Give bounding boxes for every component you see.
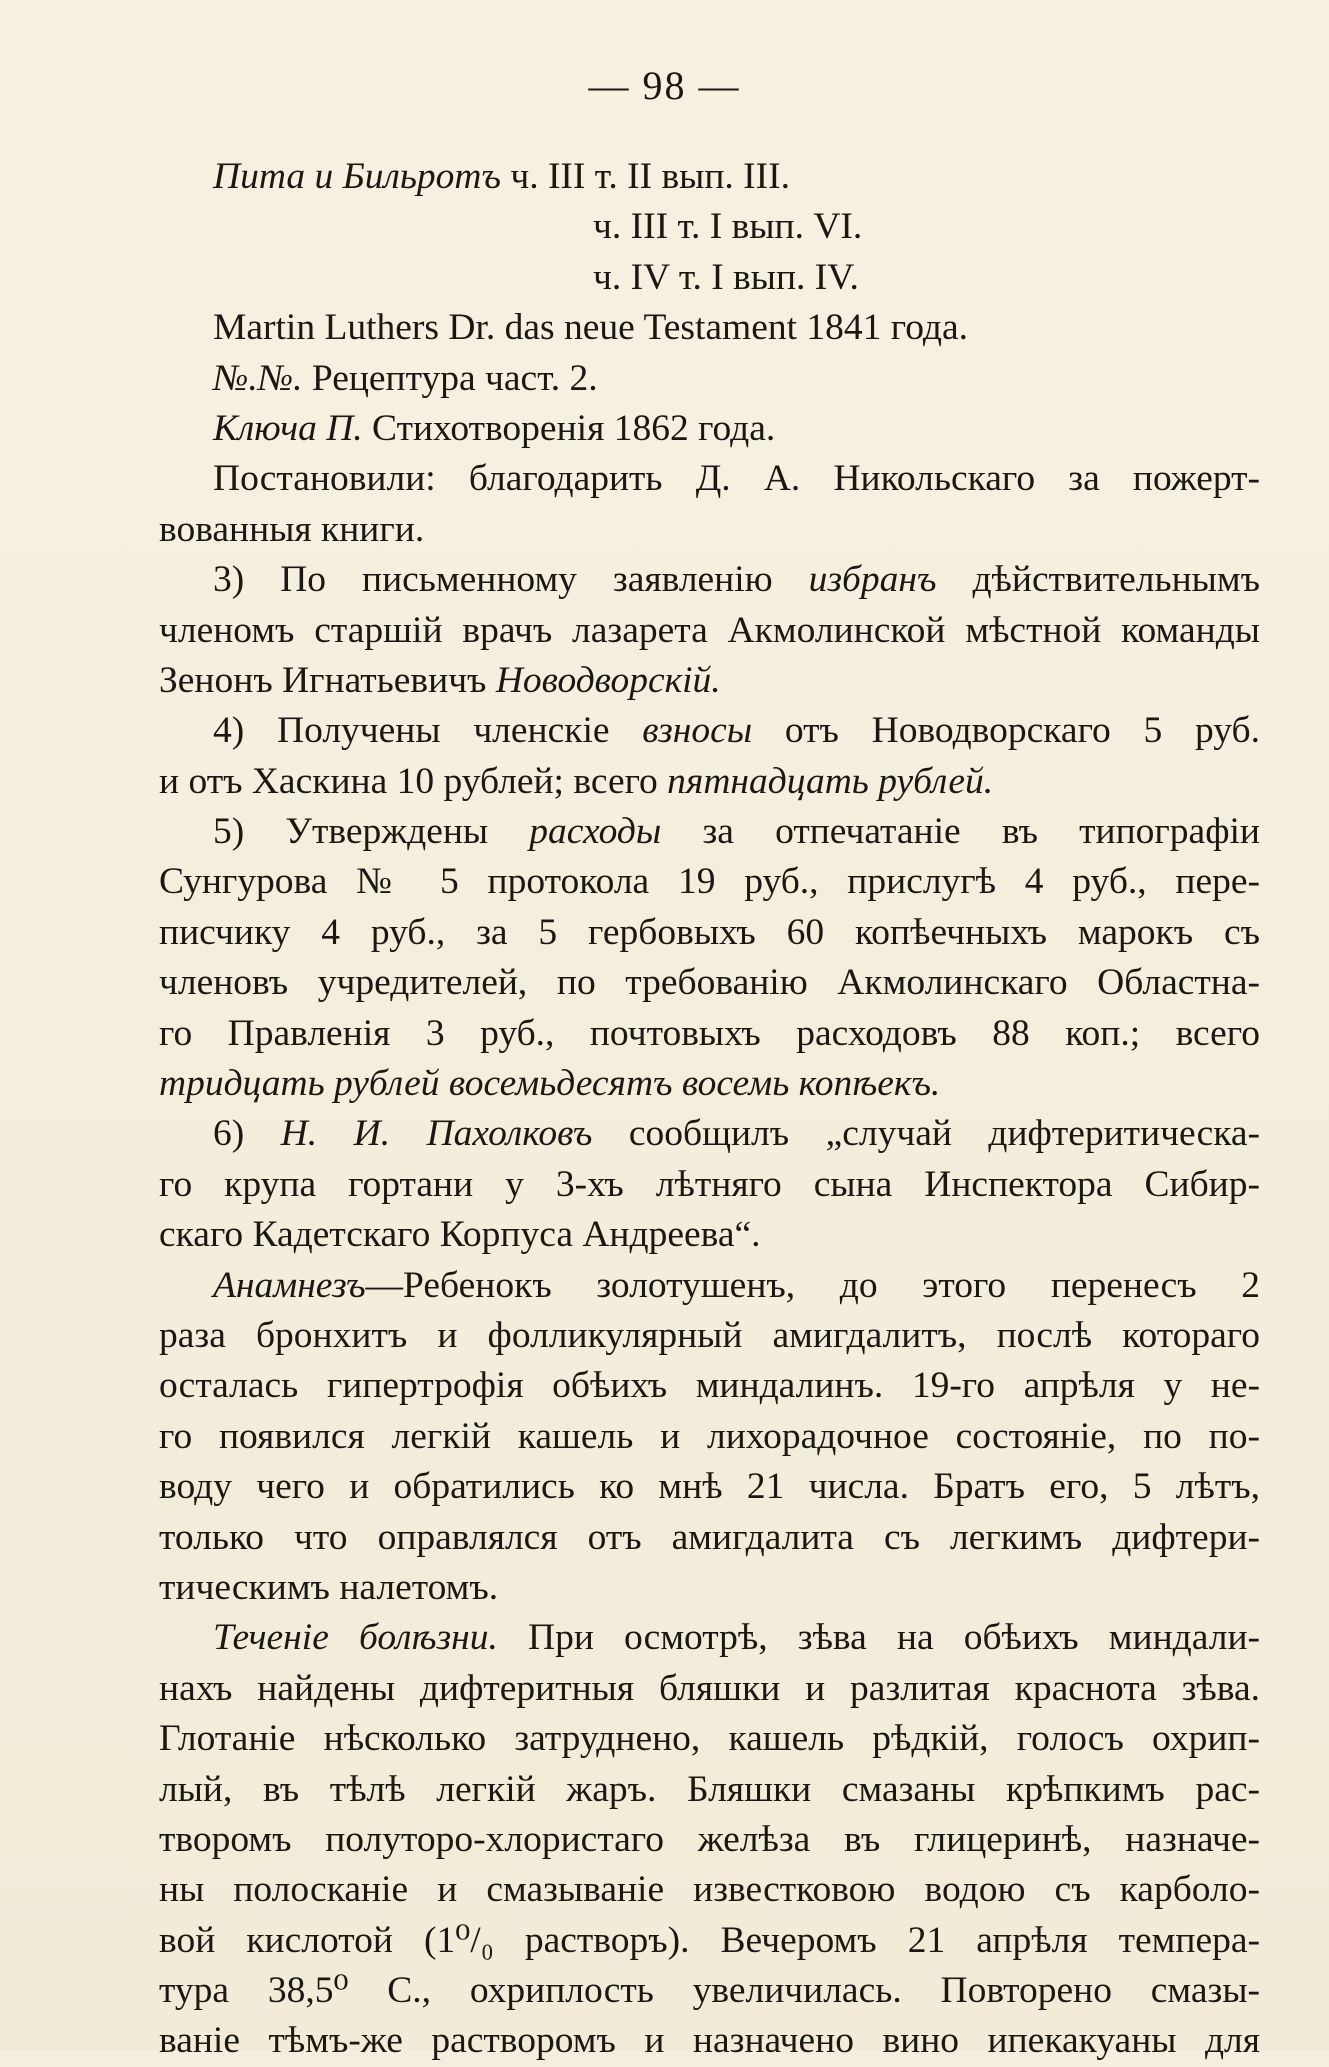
line-text: членомъ старшій врачъ лазарета Акмолинской мѣстной команды	[159, 609, 1260, 651]
line-text: воду чего и обратились ко мнѣ 21 числа. Братъ его, 5 лѣтъ,	[159, 1466, 1260, 1508]
line-text: Постановили: благодарить Д. А. Никольскаго за пожерт-	[213, 458, 1260, 500]
line-italic: избранъ	[808, 559, 937, 601]
text-line	[159, 1462, 1260, 1512]
line-text: сообщилъ „случай дифтеритическа-	[592, 1113, 1261, 1155]
line-text: 6)	[213, 1113, 281, 1155]
line-text: го крупа гортани у 3-хъ лѣтняго сына Инспектора Сибир-	[159, 1163, 1260, 1205]
text-line	[159, 2016, 1260, 2066]
line-text: осталась гипертрофія обѣихъ миндалинъ. 19-го апрѣля у не-	[159, 1365, 1260, 1407]
line-text: ны полосканіе и смазываніе известковою водою съ карболо-	[159, 1869, 1260, 1911]
line-italic: пятнадцать рублей.	[667, 760, 994, 802]
text-line	[159, 1412, 1260, 1462]
line-text: Зенонъ Игнатьевичъ	[159, 659, 496, 701]
text-line	[159, 1311, 1260, 1361]
text-line	[213, 1613, 1260, 1663]
book-title: Martin Luthers Dr. das neue Testament 1841 года.	[213, 307, 968, 349]
line-text: творомъ полуторо-хлористаго желѣза въ глицеринѣ, назначе-	[159, 1818, 1260, 1860]
book-ref: ч. III т. II вып. III.	[500, 156, 791, 197]
line-text: отъ Новодворскаго 5 руб.	[752, 710, 1260, 752]
page-number: — 98 —	[588, 63, 741, 108]
text-line	[159, 1664, 1260, 1714]
line-text: го появился легкій кашель и лихорадочное состояніе, по по-	[159, 1415, 1260, 1457]
text-line	[159, 1916, 1260, 1966]
line-italic: Теченіе болѣзни.	[213, 1617, 498, 1659]
line-text: лый, въ тѣлѣ легкій жаръ. Бляшки смазаны крѣпкимъ рас-	[159, 1768, 1260, 1810]
line-text: вой кислотой (1⁰/₀ растворъ). Вечеромъ 21 апрѣля темпера-	[159, 1919, 1260, 1961]
line-text: При осмотрѣ, зѣва на обѣихъ миндали-	[497, 1617, 1260, 1659]
line-text: —Ребенокъ золотушенъ, до этого перенесъ 2	[365, 1264, 1260, 1306]
line-text: и отъ Хаскина 10 рублей; всего	[159, 760, 668, 802]
line-text: скаго Кадетскаго Корпуса Андреева“.	[159, 1214, 761, 1256]
text-line	[159, 958, 1260, 1008]
book-title: Стихотворенія 1862 года.	[362, 407, 776, 449]
text-line	[213, 807, 1260, 857]
text-line	[213, 706, 1260, 756]
text-line	[159, 505, 1260, 555]
text-line	[159, 606, 1260, 656]
line-text: тическимъ налетомъ.	[159, 1566, 499, 1608]
text-line	[159, 1765, 1260, 1815]
book-line	[213, 202, 1260, 252]
book-ref: ч. IV т. I вып. IV.	[593, 256, 859, 298]
line-text: дѣйствительнымъ	[936, 559, 1260, 601]
line-text: писчику 4 руб., за 5 гербовыхъ 60 копѣечныхъ марокъ съ	[159, 911, 1260, 953]
text-line	[159, 908, 1260, 958]
text-line	[159, 1966, 1260, 2016]
text-line	[159, 857, 1260, 907]
line-italic: расходы	[529, 811, 662, 853]
book-title: Рецептура част. 2.	[302, 357, 598, 399]
book-author: Ключа П.	[213, 407, 363, 449]
text-line	[159, 1563, 1260, 1613]
line-text: 5) Утверждены	[213, 811, 530, 853]
book-line	[213, 253, 1260, 303]
line-italic: Н. И. Пахолковъ	[280, 1113, 593, 1155]
line-text: тура 38,5⁰ С., охриплость увеличилась. Повторено смазы-	[159, 1970, 1260, 2012]
body-text	[159, 152, 1261, 2067]
line-text: го Правленія 3 руб., почтовыхъ расходовъ 88 коп.; всего	[159, 1012, 1260, 1054]
line-italic: тридцать рублей восемьдесятъ восемь копѣекъ.	[159, 1063, 941, 1105]
text-line	[159, 1714, 1260, 1764]
line-italic: взносы	[642, 710, 753, 752]
book-author: Пита и Бильротъ	[213, 156, 501, 197]
text-line	[159, 1059, 1260, 1109]
line-text: членовъ учредителей, по требованію Акмолинскаго Областна-	[159, 962, 1260, 1004]
line-text: за отпечатаніе въ типографіи	[661, 811, 1260, 853]
book-author: №.№.	[213, 357, 303, 399]
text-line	[213, 1109, 1260, 1159]
text-line	[159, 1865, 1260, 1915]
line-text: ваніе тѣмъ-же растворомъ и назначено вино ипекакуаны для	[159, 2020, 1260, 2062]
text-line	[213, 454, 1260, 504]
line-text: только что оправлялся отъ амигдалита съ легкимъ дифтери-	[159, 1516, 1260, 1558]
book-line	[213, 303, 1260, 353]
text-line	[213, 1261, 1260, 1311]
text-line	[159, 1210, 1260, 1260]
book-line	[213, 354, 1260, 404]
line-text: раза бронхитъ и фолликулярный амигдалитъ, послѣ котораго	[159, 1314, 1260, 1356]
text-line	[159, 757, 1260, 807]
text-line	[159, 1160, 1260, 1210]
book-line	[213, 404, 1260, 454]
line-text: 4) Получены членскіе	[213, 710, 643, 752]
text-line	[159, 656, 1260, 706]
book-line	[213, 152, 1260, 202]
text-line	[159, 1009, 1260, 1059]
line-text: 3) По письменному заявленію	[213, 559, 809, 601]
book-ref: ч. III т. I вып. VI.	[593, 206, 863, 248]
text-line	[213, 555, 1260, 605]
line-text: Глотаніе нѣсколько затруднено, кашель рѣдкій, голосъ охрип-	[159, 1718, 1260, 1760]
line-italic: Новодворскій.	[495, 659, 721, 701]
text-line	[159, 1361, 1260, 1411]
line-text: вованныя книги.	[159, 508, 425, 550]
line-italic: Анамнезъ	[213, 1264, 366, 1306]
text-line	[159, 1513, 1260, 1563]
line-text: Сунгурова № 5 протокола 19 руб., прислугѣ 4 руб., пере-	[159, 861, 1260, 903]
text-line	[159, 1815, 1260, 1865]
line-text: нахъ найдены дифтеритныя бляшки и разлитая краснота зѣва.	[159, 1667, 1260, 1709]
